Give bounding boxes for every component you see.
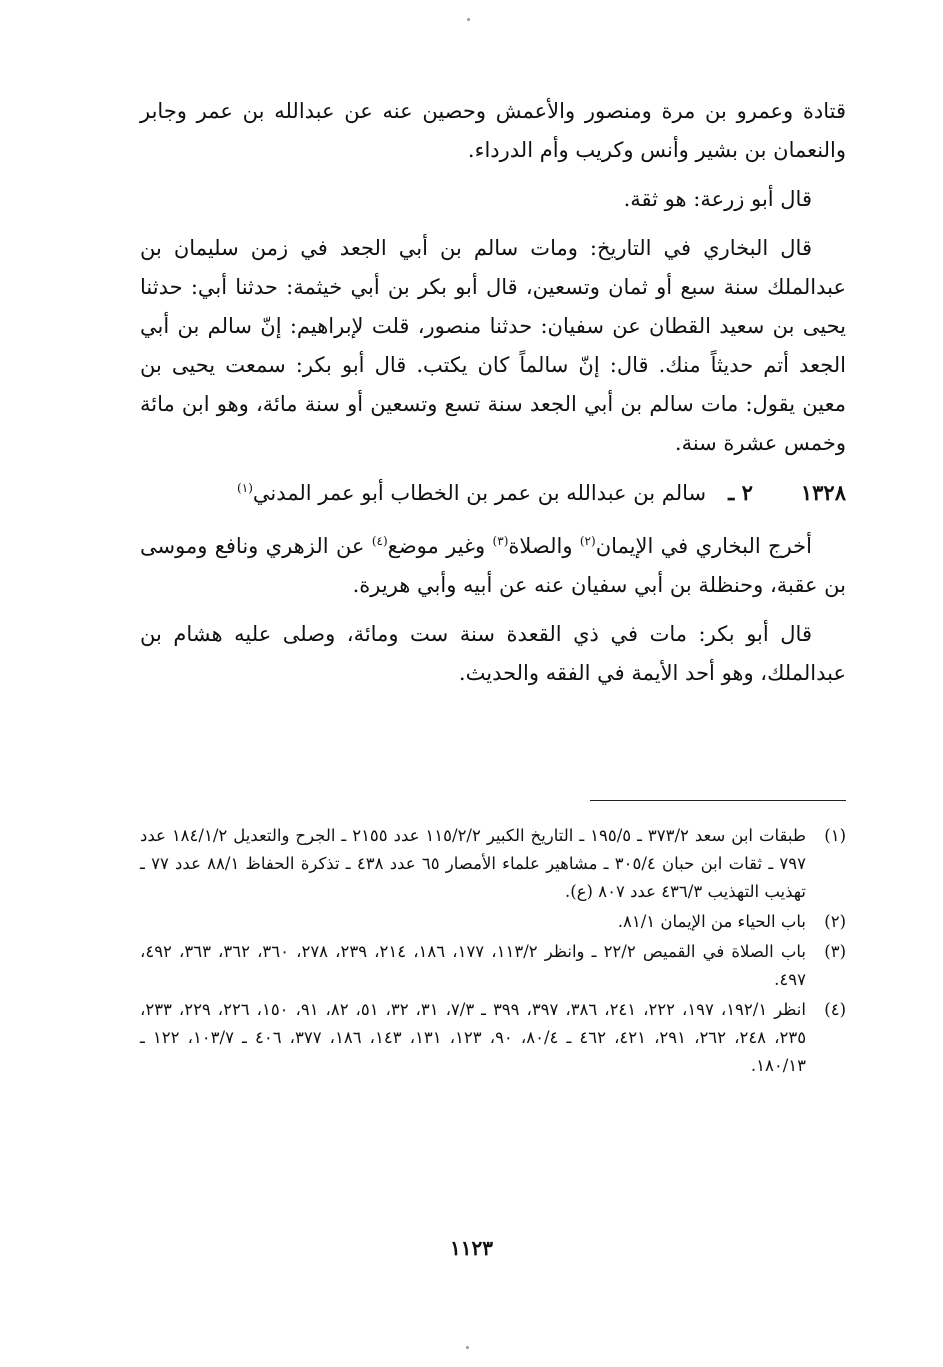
footnote-2 bbox=[140, 908, 846, 936]
footnote-ref-2: (٢) bbox=[579, 534, 596, 548]
paragraph-2: قال أبو زرعة: هو ثقة. bbox=[623, 187, 812, 211]
main-text bbox=[140, 92, 846, 703]
entry-name: سالم بن عبدالله بن عمر بن الخطاب أبو عمر المدني$^{(١)}$ bbox=[237, 481, 707, 505]
paragraph-1: قتادة وعمرو بن مرة ومنصور والأعمش وحصين عنه عن عبدالله بن عمر وجابر والنعمان بن بشير وأنس وكريب وأم الدرداء. bbox=[140, 99, 846, 162]
entry-sub-number: ٢ ـ bbox=[728, 480, 753, 505]
footnote-text: باب الحياء من الإيمان ٨١/١. bbox=[617, 912, 806, 931]
footnote-number: (٢) bbox=[824, 912, 846, 931]
footnote-ref-1: (١) bbox=[237, 481, 253, 495]
scan-speck bbox=[467, 18, 470, 21]
footnote-4 bbox=[140, 996, 846, 1080]
footnote-separator bbox=[590, 800, 846, 801]
entry-number: ١٣٢٨ bbox=[800, 480, 846, 505]
footnote-text: طبقات ابن سعد ٣٧٣/٢ ـ ١٩٥/٥ ـ التاريخ الكبير ١١٥/٢/٢ عدد ٢١٥٥ ـ الجرح والتعديل ١٨٤/١/٢ عدد ٧٩٧ ـ ثقات ابن حبان ٣٠٥/٤ ـ مشاهير علماء الأمصار ٦٥ عدد ٤٣٨ ـ تذكرة الحفاظ ٨٨/١ عدد ٧٧ ـ تهذيب التهذيب ٤٣٦/٣ عدد ٨٠٧ (ع). bbox=[140, 826, 806, 901]
footnote-3 bbox=[140, 938, 846, 994]
footnote-text: انظر ١٩٢/١، ١٩٧، ٢٢٢، ٢٤١، ٣٨٦، ٣٩٧، ٣٩٩ ـ ٧/٣، ٣١، ٣٢، ٥١، ٨٢، ٩١، ١٥٠، ٢٢٦، ٢٢٩، ٢٣٣، ٢٣٥، ٢٤٨، ٢٦٢، ٢٩١، ٤٢١، ٤٦٢ ـ ٨٠/٤، ٩٠، ١٢٣، ١٣١، ١٤٣، ١٨٦، ٣٧٧، ٤٠٦ ـ ١٠٣/٧، ١٢٢ ـ ١٨٠/١٣. bbox=[140, 1000, 807, 1075]
footnote-ref-3: (٣) bbox=[492, 534, 509, 548]
paragraph-3: قال البخاري في التاريخ: ومات سالم بن أبي الجعد في زمن سليمان بن عبدالملك سنة سبع أو ثمان وتسعين، قال أبو بكر بن أبي خيثمة: حدثنا أبي: حدثنا يحيى بن سعيد القطان عن سفيان: حدثنا منصور، قلت لإبراهيم: إنّ سالم بن أبي الجعد أتم حديثاً منك. قال: إنّ سالماً كان يكتب. قال أبو بكر: سمعت يحيى بن معين يقول: مات سالم بن أبي الجعد سنة تسع وتسعين أو سنة مائة، وهو ابن مائة وخمس عشرة سنة. bbox=[140, 236, 846, 455]
footnote-1 bbox=[140, 822, 846, 906]
footnote-text: باب الصلاة في القميص ٢٢/٢ ـ وانظر ١١٣/٢، ١٧٧، ١٨٦، ٢١٤، ٢٣٩، ٢٧٨، ٣٦٠، ٣٦٢، ٣٦٣، ٤٩٢، ٤٩٧. bbox=[140, 942, 807, 989]
page-number: ١١٢٣ bbox=[450, 1236, 493, 1260]
entry-paragraph: أخرج البخاري في الإيمان$^{(٢)}$ والصلاة$^{(٣)}$ وغير موضع$^{(٤)}$ عن الزهري ونافع وموسى بن عقبة، وحنظلة بن أبي سفيان عنه عن أبيه وأبي هريرة. bbox=[140, 534, 846, 597]
footnote-ref-4: (٤) bbox=[371, 534, 388, 548]
scan-speck bbox=[466, 1346, 469, 1349]
entry-heading bbox=[140, 473, 846, 513]
footnote-number: (٣) bbox=[824, 942, 846, 961]
closing-paragraph: قال أبو بكر: مات في ذي القعدة سنة ست ومائة، وصلى عليه هشام بن عبدالملك، وهو أحد الأيمة في الفقه والحديث. bbox=[140, 622, 846, 685]
footnote-number: (٤) bbox=[824, 1000, 846, 1019]
footnote-number: (١) bbox=[824, 826, 846, 845]
footnotes bbox=[140, 822, 846, 1082]
